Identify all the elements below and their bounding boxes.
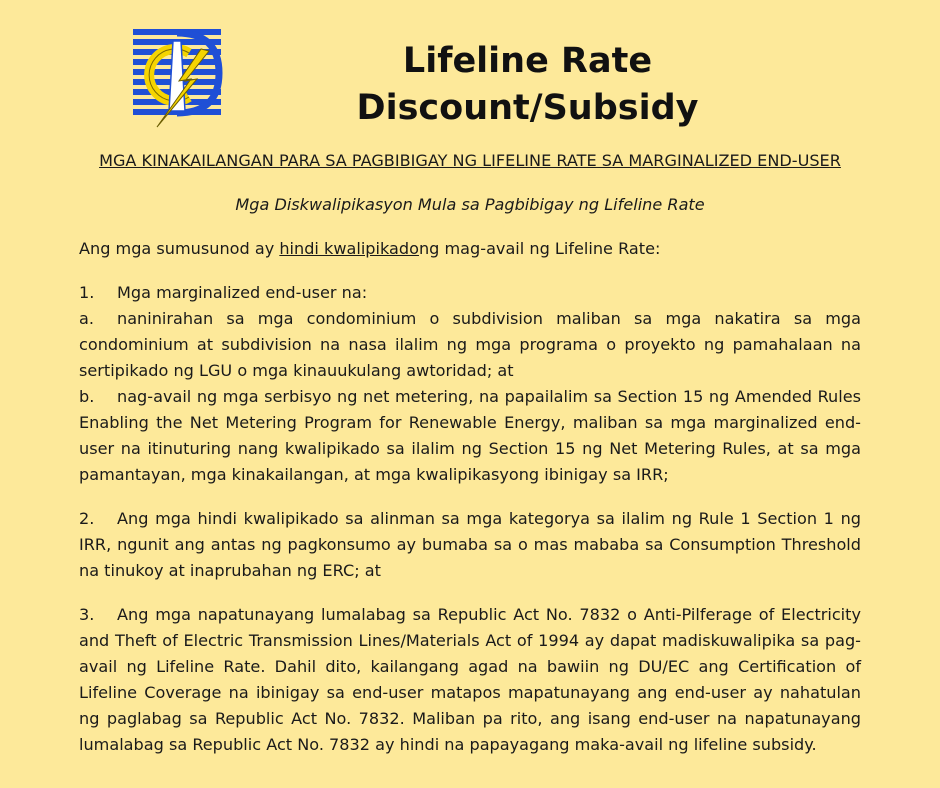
item-number: 2.: [79, 509, 95, 528]
item-number: 3.: [79, 605, 95, 624]
subitem-b: [79, 384, 861, 488]
title-line-1: Lifeline Rate: [402, 41, 653, 81]
page-title: [340, 38, 715, 132]
subitem-letter: a.: [79, 309, 94, 328]
subitem-letter: b.: [79, 387, 95, 406]
intro-underlined: hindi kwalipikado: [279, 239, 419, 258]
intro-before: Ang mga sumusunod ay: [79, 239, 280, 258]
list-item-1: [79, 280, 861, 488]
title-line-2: Discount/Subsidy: [356, 88, 699, 128]
document-body: [79, 148, 861, 758]
section-heading: MGA KINAKAILANGAN PARA SA PAGBIBIGAY NG LIFELINE RATE SA MARGINALIZED END-USER: [99, 151, 841, 170]
list-item-3: [79, 602, 861, 758]
list-item-2: [79, 506, 861, 584]
item-3-line: [79, 602, 861, 758]
section-subheading: Mga Diskwalipikasyon Mula sa Pagbibigay ng Lifeline Rate: [235, 195, 705, 214]
cooperative-logo: [127, 27, 225, 131]
subitem-text: naninirahan sa mga condominium o subdivision maliban sa mga nakatira sa mga condominium at subdivision na nasa ilalim ng mga programa o proyekto ng pamahalaan na sertipikado ng LGU o mga kinauukulang awtoridad; at: [79, 309, 861, 380]
lightning-bolt-logo-icon: [127, 27, 225, 131]
subitem-a: [79, 306, 861, 384]
item-text: Mga marginalized end-user na:: [117, 283, 368, 302]
item-1-line: [79, 280, 861, 306]
item-2-line: [79, 506, 861, 584]
intro-paragraph: [79, 236, 861, 262]
item-text: Ang mga napatunayang lumalabag sa Republic Act No. 7832 o Anti-Pilferage of Electricity and Theft of Electric Transmission Lines/Materials Act of 1994 ay dapat madiskuwalipika sa pag-avail ng Lifeline Rate. Dahil dito, kailangang agad na bawiin ng DU/EC ang Certification of Lifeline Coverage na ibinigay sa end-user matapos mapatunayang ang end-user ay nahatulan ng paglabag sa Republic Act No. 7832. Maliban pa rito, ang isang end-user na napatunayang lumalabag sa Republic Act No. 7832 ay hindi na papayagang maka-avail ng lifeline subsidy.: [79, 605, 861, 754]
intro-after: ng mag-avail ng Lifeline Rate:: [418, 239, 661, 258]
item-text: Ang mga hindi kwalipikado sa alinman sa mga kategorya sa ilalim ng Rule 1 Section 1 ng IRR, ngunit ang antas ng pagkonsumo ay bumaba sa o mas mababa sa Consumption Threshold na tinukoy at inaprubahan ng ERC; at: [79, 509, 861, 580]
item-number: 1.: [79, 283, 95, 302]
subitem-text: nag-avail ng mga serbisyo ng net metering, na papailalim sa Section 15 ng Amended Rules Enabling the Net Metering Program for Renewable Energy, maliban sa mga marginalized end-user na itinuturing nang kwalipikado sa ilalim ng Section 15 ng Net Metering Rules, at sa mga pamantayan, mga kinakailangan, at mga kwalipikasyong ibinigay sa IRR;: [79, 387, 861, 484]
